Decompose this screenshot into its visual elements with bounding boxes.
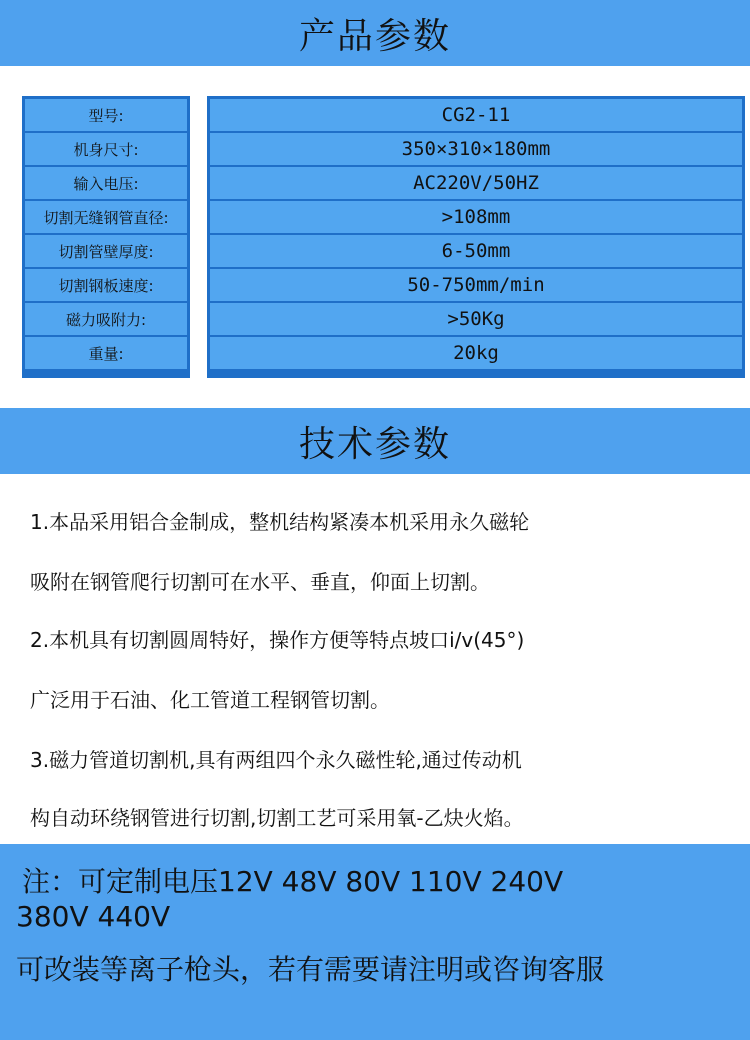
note-line-voltages: 注：可定制电压12V 48V 80V 110V 240V (22, 865, 564, 898)
param-value-model: CG2-11 (210, 99, 742, 131)
customization-note (0, 844, 750, 1040)
product-params-header (0, 0, 750, 66)
tech-params-header (0, 408, 750, 474)
params-label-column (22, 96, 190, 378)
param-label-voltage: 输入电压: (25, 167, 187, 199)
params-value-column (207, 96, 745, 378)
tech-line: 广泛用于石油、化工管道工程钢管切割。 (30, 688, 390, 712)
param-value-cut-speed: 50-750mm/min (210, 269, 742, 301)
tech-line: 3.磁力管道切割机,具有两组四个永久磁性轮,通过传动机 (30, 748, 522, 772)
param-label-cut-speed: 切割钢板速度: (25, 269, 187, 301)
param-label-weight: 重量: (25, 337, 187, 369)
param-value-voltage: AC220V/50HZ (210, 167, 742, 199)
note-line-voltages-cont: 380V 440V (16, 900, 171, 933)
tech-line: 1.本品采用铝合金制成，整机结构紧凑本机采用永久磁轮 (30, 510, 530, 534)
product-params-title: 产品参数 (298, 15, 451, 57)
param-label-wall-thickness: 切割管壁厚度: (25, 235, 187, 267)
note-line-plasma: 可改装等离子枪头，若有需要请注明或咨询客服 (16, 953, 605, 986)
tech-line: 构自动环绕钢管进行切割,切割工艺可采用氧-乙炔火焰。 (30, 806, 524, 830)
tech-line: 吸附在钢管爬行切割可在水平、垂直，仰面上切割。 (30, 570, 490, 594)
param-label-model: 型号: (25, 99, 187, 131)
param-value-magnetic-force: >50Kg (210, 303, 742, 335)
tech-line: 2.本机具有切割圆周特好，操作方便等特点坡口i/v(45°) (30, 628, 525, 652)
param-label-pipe-diameter: 切割无缝钢管直径: (25, 201, 187, 233)
param-value-weight: 20kg (210, 337, 742, 369)
param-value-pipe-diameter: >108mm (210, 201, 742, 233)
param-label-size: 机身尺寸: (25, 133, 187, 165)
param-value-size: 350×310×180mm (210, 133, 742, 165)
param-label-magnetic-force: 磁力吸附力: (25, 303, 187, 335)
tech-params-title: 技术参数 (298, 423, 451, 465)
tech-description (0, 474, 750, 844)
param-value-wall-thickness: 6-50mm (210, 235, 742, 267)
